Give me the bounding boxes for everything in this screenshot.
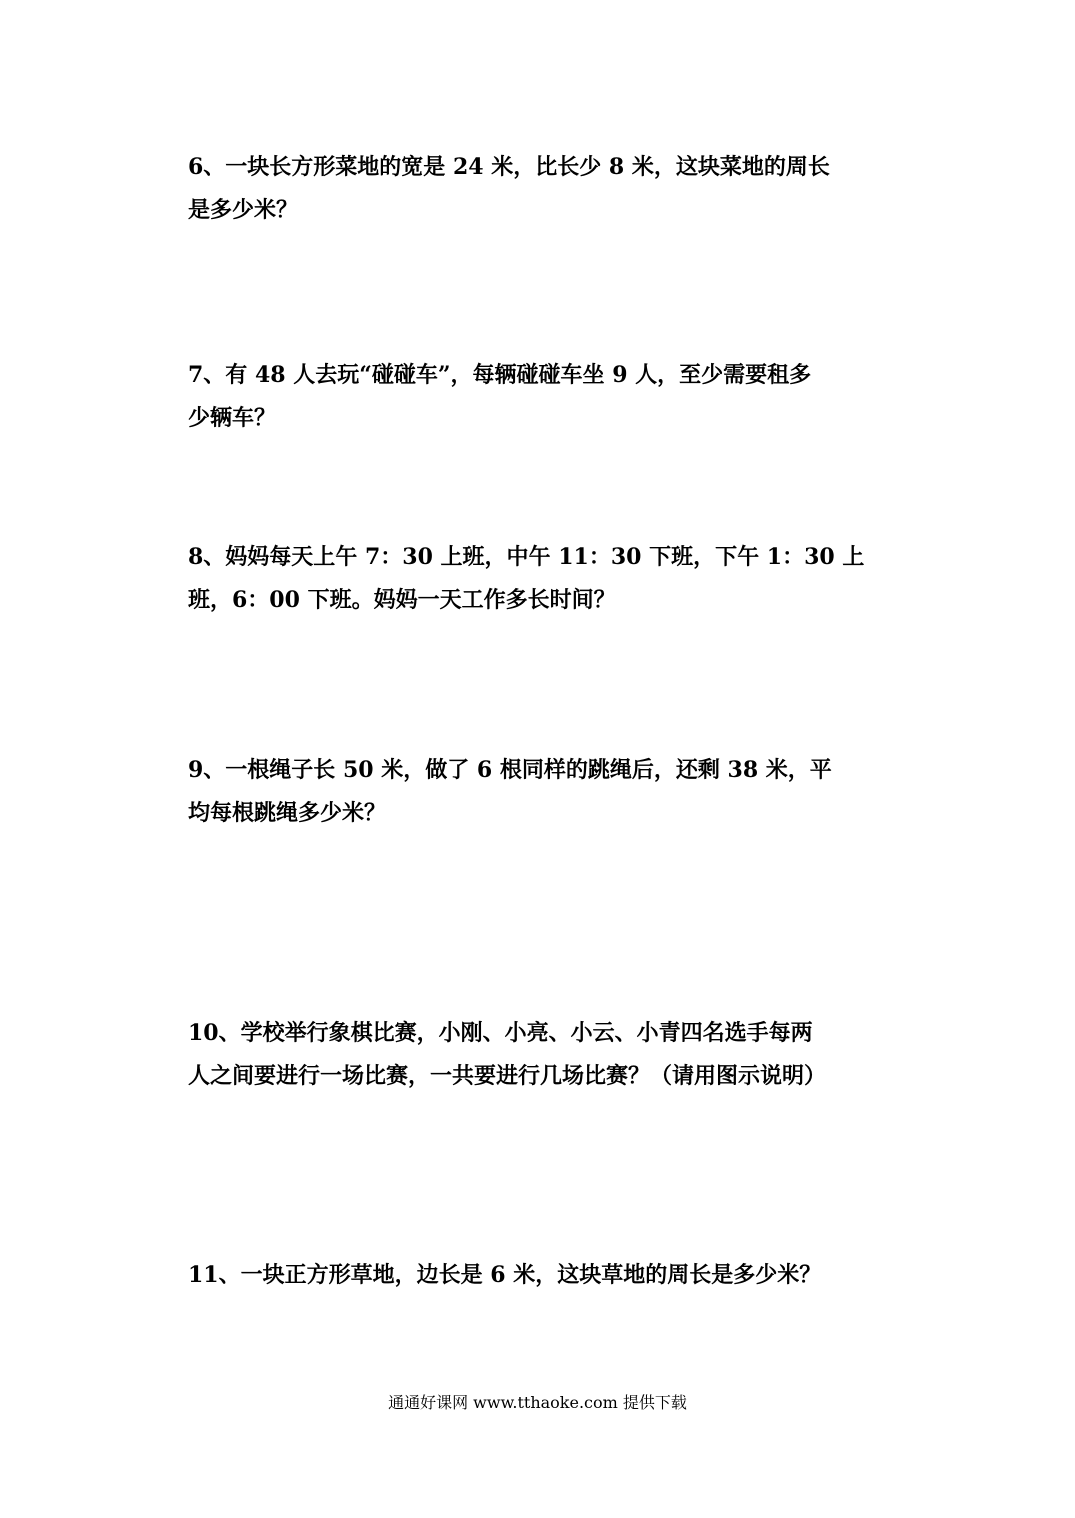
page-footer: 通通好课网 www.tthaoke.com 提供下载 (388, 1393, 687, 1412)
problem-10 (188, 1012, 888, 1098)
problem-6-line-1: 6、一块长方形菜地的宽是 24 米，比长少 8 米，这块菜地的周长 (188, 154, 830, 180)
problem-11 (188, 1254, 888, 1297)
problem-9 (188, 749, 888, 835)
problem-10-line-2: 人之间要进行一场比赛，一共要进行几场比赛？（请用图示说明） (188, 1063, 827, 1089)
problem-11-line-1: 11、一块正方形草地，边长是 6 米，这块草地的周长是多少米？ (188, 1262, 822, 1288)
problem-9-line-2: 均每根跳绳多少米？ (188, 800, 387, 826)
problem-7-line-1: 7、有 48 人去玩“碰碰车”，每辆碰碰车坐 9 人，至少需要租多 (188, 362, 812, 388)
problem-6-line-2: 是多少米？ (188, 197, 299, 223)
problem-8-line-2: 班，6：00 下班。妈妈一天工作多长时间？ (188, 587, 616, 613)
problem-8-line-1: 8、妈妈每天上午 7：30 上班，中午 11：30 下班，下午 1：30 上 (188, 544, 865, 570)
problem-6 (188, 146, 888, 232)
problem-10-line-1: 10、学校举行象棋比赛，小刚、小亮、小云、小青四名选手每两 (188, 1020, 813, 1046)
problem-9-line-1: 9、一根绳子长 50 米，做了 6 根同样的跳绳后，还剩 38 米，平 (188, 757, 832, 783)
problem-8 (188, 536, 888, 622)
problem-7 (188, 354, 888, 440)
problem-7-line-2: 少辆车？ (188, 405, 277, 431)
